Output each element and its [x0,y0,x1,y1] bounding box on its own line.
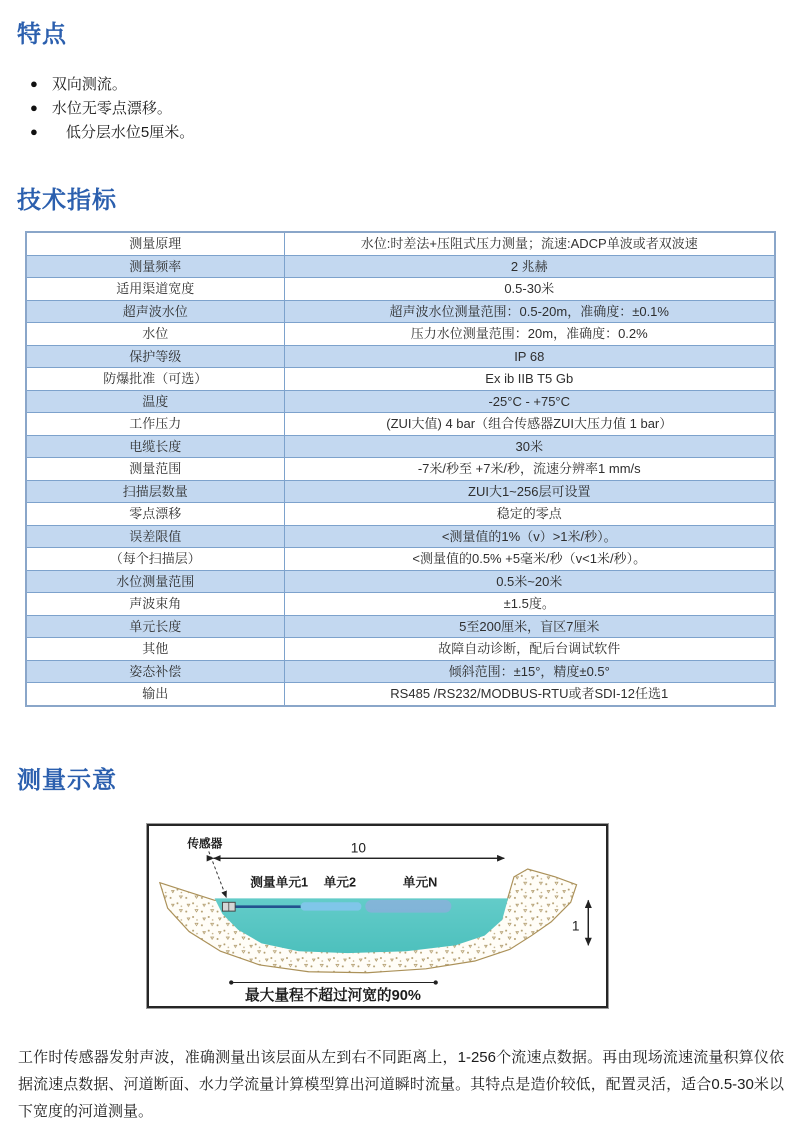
spec-value: <测量值的1%（v）>1米/秒）。 [284,525,775,548]
spec-label: 测量范围 [26,458,284,481]
table-row [26,480,775,503]
spec-value: 故障自动诊断，配后台调试软件 [284,638,775,661]
feature-text: 低分层水位5厘米。 [65,123,195,141]
spec-value: (ZUI大值) 4 bar（组合传感器ZUI大压力值 1 bar） [284,413,775,436]
spec-label: （每个扫描层） [26,548,284,571]
spec-value: ZUI大1~256层可设置 [284,480,775,503]
specs-table [25,231,776,707]
list-item [17,95,777,119]
description-paragraph: 工作时传感器发射声波，准确测量出该层面从左到右不同距离上，1-256个流速点数据。再由现场流速流量积算仪依据流速点数据、河道断面、水力学流量计算模型算出河道瞬时流量。其特点是造价较低，配置灵活，适合0.5-30米以下宽度的河道测量。 [18,1049,784,1120]
features-title: 特点 [17,21,67,48]
table-row [26,503,775,526]
table-row [26,368,775,391]
spec-value: 超声波水位测量范围：0.5-20m，准确度：±0.1% [284,300,775,323]
spec-label: 电缆长度 [26,435,284,458]
spec-label: 声波束角 [26,593,284,616]
spec-value: 0.5米~20米 [284,570,775,593]
spec-value: 压力水位测量范围：20m，准确度：0.2% [284,323,775,346]
unit2-label: 单元2 [323,874,357,890]
spec-label: 防爆批准（可选） [26,368,284,391]
bullet-icon: ● [30,123,38,139]
spec-label: 扫描层数量 [26,480,284,503]
depth-dimension [572,900,588,945]
spec-value: 30米 [284,435,775,458]
spec-label: 适用渠道宽度 [26,278,284,301]
table-row [26,435,775,458]
table-row [26,525,775,548]
table-row [26,413,775,436]
spec-label: 其他 [26,638,284,661]
spec-value: RS485 /RS232/MODBUS-RTU或者SDI-12任选1 [284,683,775,706]
spec-label: 测量频率 [26,255,284,278]
unit1-label: 测量单元1 [250,874,309,890]
table-row [26,232,775,255]
table-row [26,390,775,413]
width-value: 10 [350,840,367,856]
spec-label: 工作压力 [26,413,284,436]
spec-value: 倾斜范围：±15°，精度±0.5° [284,660,775,683]
spec-label: 温度 [26,390,284,413]
list-item [17,119,777,143]
table-row [26,683,775,706]
features-section [17,14,777,143]
table-row [26,548,775,571]
range-dimension [229,980,438,1004]
channel-cross-section [149,826,606,1006]
bullet-icon: ● [30,99,38,115]
spec-value: Ex ib IIB T5 Gb [284,368,775,391]
unitN-label: 单元N [402,874,438,890]
feature-text: 双向测流。 [51,75,127,93]
spec-label: 误差限值 [26,525,284,548]
range-label: 最大量程不超过河宽的90% [245,988,421,1005]
spec-value: 水位:时差法+压阻式压力测量；流速:ADCP单波或者双波速 [284,232,775,255]
spec-label: 保护等级 [26,345,284,368]
spec-label: 水位 [26,323,284,346]
table-row [26,255,775,278]
table-row [26,458,775,481]
spec-value: IP 68 [284,345,775,368]
table-row [26,323,775,346]
spec-label: 姿态补偿 [26,660,284,683]
table-row [26,300,775,323]
spec-label: 输出 [26,683,284,706]
measurement-diagram [147,824,608,1008]
spec-value: 2 兆赫 [284,255,775,278]
spec-value: -7米/秒至 +7米/秒，流速分辨率1 mm/s [284,458,775,481]
sensor-label: 传感器 [187,837,223,851]
spec-value: ±1.5度。 [284,593,775,616]
spec-label: 单元长度 [26,615,284,638]
table-row [26,278,775,301]
table-row [26,660,775,683]
spec-label: 测量原理 [26,232,284,255]
spec-value: 稳定的零点 [284,503,775,526]
table-row [26,570,775,593]
table-row [26,615,775,638]
spec-value: 0.5-30米 [284,278,775,301]
specs-title: 技术指标 [17,187,117,214]
diagram-title: 测量示意 [17,767,117,794]
spec-value: -25°C - +75°C [284,390,775,413]
list-item [17,71,777,95]
spec-label: 零点漂移 [26,503,284,526]
table-row [26,593,775,616]
spec-value: 5至200厘米，盲区7厘米 [284,615,775,638]
table-row [26,345,775,368]
table-row [26,638,775,661]
spec-value: <测量值的0.5% +5毫米/秒（v<1米/秒）。 [284,548,775,571]
sensor [222,902,235,911]
width-dimension [214,840,505,858]
depth-value: 1 [571,918,580,934]
feature-text: 水位无零点漂移。 [51,99,172,117]
spec-label: 超声波水位 [26,300,284,323]
bullet-icon: ● [30,75,38,91]
features-list [17,71,777,143]
spec-label: 水位测量范围 [26,570,284,593]
